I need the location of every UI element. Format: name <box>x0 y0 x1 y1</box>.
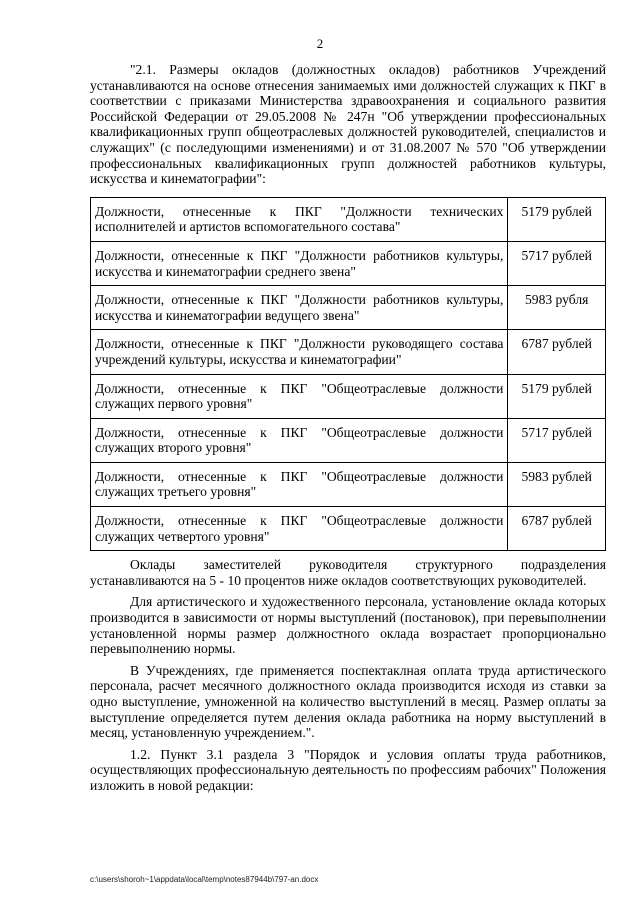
table-row <box>91 374 606 418</box>
table-row <box>91 330 606 374</box>
position-group-cell: Должности, отнесенные к ПКГ "Должности технических исполнителей и артистов вспомогательного состава" <box>91 197 508 241</box>
table-row <box>91 197 606 241</box>
position-group-cell: Должности, отнесенные к ПКГ "Должности руководящего состава учреждений культуры, искусства и кинематографии" <box>91 330 508 374</box>
position-group-cell: Должности, отнесенные к ПКГ "Должности работников культуры, искусства и кинематографии ведущего звена" <box>91 286 508 330</box>
table-row <box>91 418 606 462</box>
salary-amount-cell: 5717 рублей <box>508 418 606 462</box>
page-number: 2 <box>316 36 324 51</box>
position-group-cell: Должности, отнесенные к ПКГ "Общеотраслевые должности служащих четвертого уровня" <box>91 507 508 551</box>
position-group-cell: Должности, отнесенные к ПКГ "Общеотраслевые должности служащих второго уровня" <box>91 418 508 462</box>
body-paragraph: 1.2. Пункт 3.1 раздела 3 "Порядок и условия оплаты труда работников, осуществляющих профессиональную деятельность по профессиям рабочих" Положения изложить в новой редакции: <box>90 746 606 793</box>
salary-amount-cell: 5983 рублей <box>508 462 606 506</box>
salary-amount-cell: 5983 рубля <box>508 286 606 330</box>
table-row <box>91 507 606 551</box>
salary-amount-cell: 6787 рублей <box>508 330 606 374</box>
salary-amount-cell: 5717 рублей <box>508 241 606 285</box>
position-group-cell: Должности, отнесенные к ПКГ "Общеотраслевые должности служащих первого уровня" <box>91 374 508 418</box>
intro-paragraph: "2.1. Размеры окладов (должностных окладов) работников Учреждений устанавливаются на основе отнесения занимаемых ими должностей служащих к ПКГ в соответствии с приказами Министерства здравоохранения и социального развития Российской Федерации от 29.05.2008 № 247н "Об утверждении профессиональных квалификационных групп общеотраслевых должностей руководителей, специалистов и служащих" (с последующими изменениями) и от 31.08.2007 № 570 "Об утверждении профессиональных квалификационных групп должностей работников культуры, искусства и кинематографии": <box>90 62 606 187</box>
position-group-cell: Должности, отнесенные к ПКГ "Общеотраслевые должности служащих третьего уровня" <box>91 462 508 506</box>
salary-amount-cell: 6787 рублей <box>508 507 606 551</box>
salary-amount-cell: 5179 рублей <box>508 374 606 418</box>
table-row <box>91 462 606 506</box>
document-body <box>90 62 606 794</box>
file-path-footer: c:\users\shoroh~1\appdata\local\temp\notes87944b\797-an.docx <box>90 875 319 884</box>
table-row <box>91 241 606 285</box>
position-group-cell: Должности, отнесенные к ПКГ "Должности работников культуры, искусства и кинематографии среднего звена" <box>91 241 508 285</box>
salary-table <box>90 197 606 552</box>
body-paragraph: Оклады заместителей руководителя структурного подразделения устанавливаются на 5 - 10 процентов ниже окладов соответствующих руководителей. <box>90 557 606 588</box>
body-paragraph: В Учреждениях, где применяется поспектаклная оплата труда артистического персонала, расчет месячного должностного оклада производится исходя из ставки за одно выступление, умноженной на количество выступлений в месяц. Размер оплаты за выступление определяется путем деления оклада работника на норму выступлений в месяц, установленную учреждением.". <box>90 662 606 741</box>
salary-amount-cell: 5179 рублей <box>508 197 606 241</box>
table-row <box>91 286 606 330</box>
body-paragraph: Для артистического и художественного персонала, установление оклада которых производится в зависимости от нормы выступлений (постановок), при перевыполнении установленной нормы размер должностного оклада возрастает пропорционально перевыполнению нормы. <box>90 594 606 657</box>
